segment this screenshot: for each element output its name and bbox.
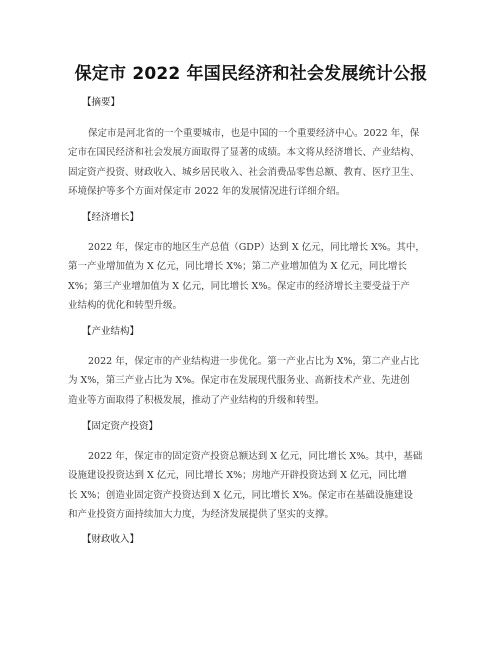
paragraph-line: 和产业投资方面持续加大力度，为经济发展提供了坚实的支撑。 — [68, 508, 335, 520]
section-body-summary — [68, 124, 440, 201]
paragraph-line: X%；第三产业增加值为 X 亿元，同比增长 X%。保定市的经济增长主要受益于产 — [68, 280, 410, 292]
paragraph-line: 固定资产投资、财政收入、城乡居民收入、社会消费品零售总额、教育、医疗卫生、 — [68, 166, 420, 178]
paragraph-line: 第一产业增加值为 X 亿元，同比增长 X%；第二产业增加值为 X 亿元，同比增长 — [68, 261, 407, 273]
paragraph-line: 2022 年，保定市的产业结构进一步优化。第一产业占比为 X%，第二产业占比 — [88, 356, 420, 367]
paragraph-line: 造业等方面取得了积极发展，推动了产业结构的升级和转型。 — [68, 394, 325, 406]
paragraph-line: 为 X%，第三产业占比为 X%。保定市在发展现代服务业、高新技术产业、先进创 — [68, 375, 410, 387]
paragraph-line: 2022 年，保定市的地区生产总值（GDP）达到 X 亿元，同比增长 X%。其中， — [88, 242, 425, 253]
paragraph-line: 保定市是河北省的一个重要城市，也是中国的一个重要经济中心。2022 年，保 — [88, 128, 420, 139]
paragraph-line: 设施建设投资达到 X 亿元，同比增长 X%；房地产开辟投资达到 X 亿元，同比增 — [68, 470, 407, 482]
section-heading-fiscal-revenue: 【财政收入】 — [82, 534, 140, 545]
paragraph-line: 业结构的优化和转型升级。 — [68, 299, 183, 311]
section-body-economic-growth — [68, 238, 440, 315]
section-heading-summary: 【摘要】 — [82, 97, 121, 108]
paragraph-line: 2022 年，保定市的固定资产投资总额达到 X 亿元，同比增长 X%。其中，基础 — [88, 451, 423, 462]
section-body-fixed-asset-investment — [68, 447, 440, 524]
paragraph-line: 环境保护等多个方面对保定市 2022 年的发展情况进行详细介绍。 — [68, 185, 346, 197]
section-body-industry-structure — [68, 352, 440, 410]
section-heading-economic-growth: 【经济增长】 — [82, 212, 140, 223]
paragraph-line: 长 X%；创造业固定资产投资达到 X 亿元，同比增长 X%。保定市在基础设施建设 — [68, 489, 413, 501]
paragraph-line: 定市在国民经济和社会发展方面取得了显著的成绩。本文将从经济增长、产业结构、 — [68, 147, 420, 159]
section-heading-fixed-asset-investment: 【固定资产投资】 — [82, 421, 159, 432]
section-heading-industry-structure: 【产业结构】 — [82, 326, 140, 337]
page-title: 保定市 2022 年国民经济和社会发展统计公报 — [74, 64, 428, 84]
